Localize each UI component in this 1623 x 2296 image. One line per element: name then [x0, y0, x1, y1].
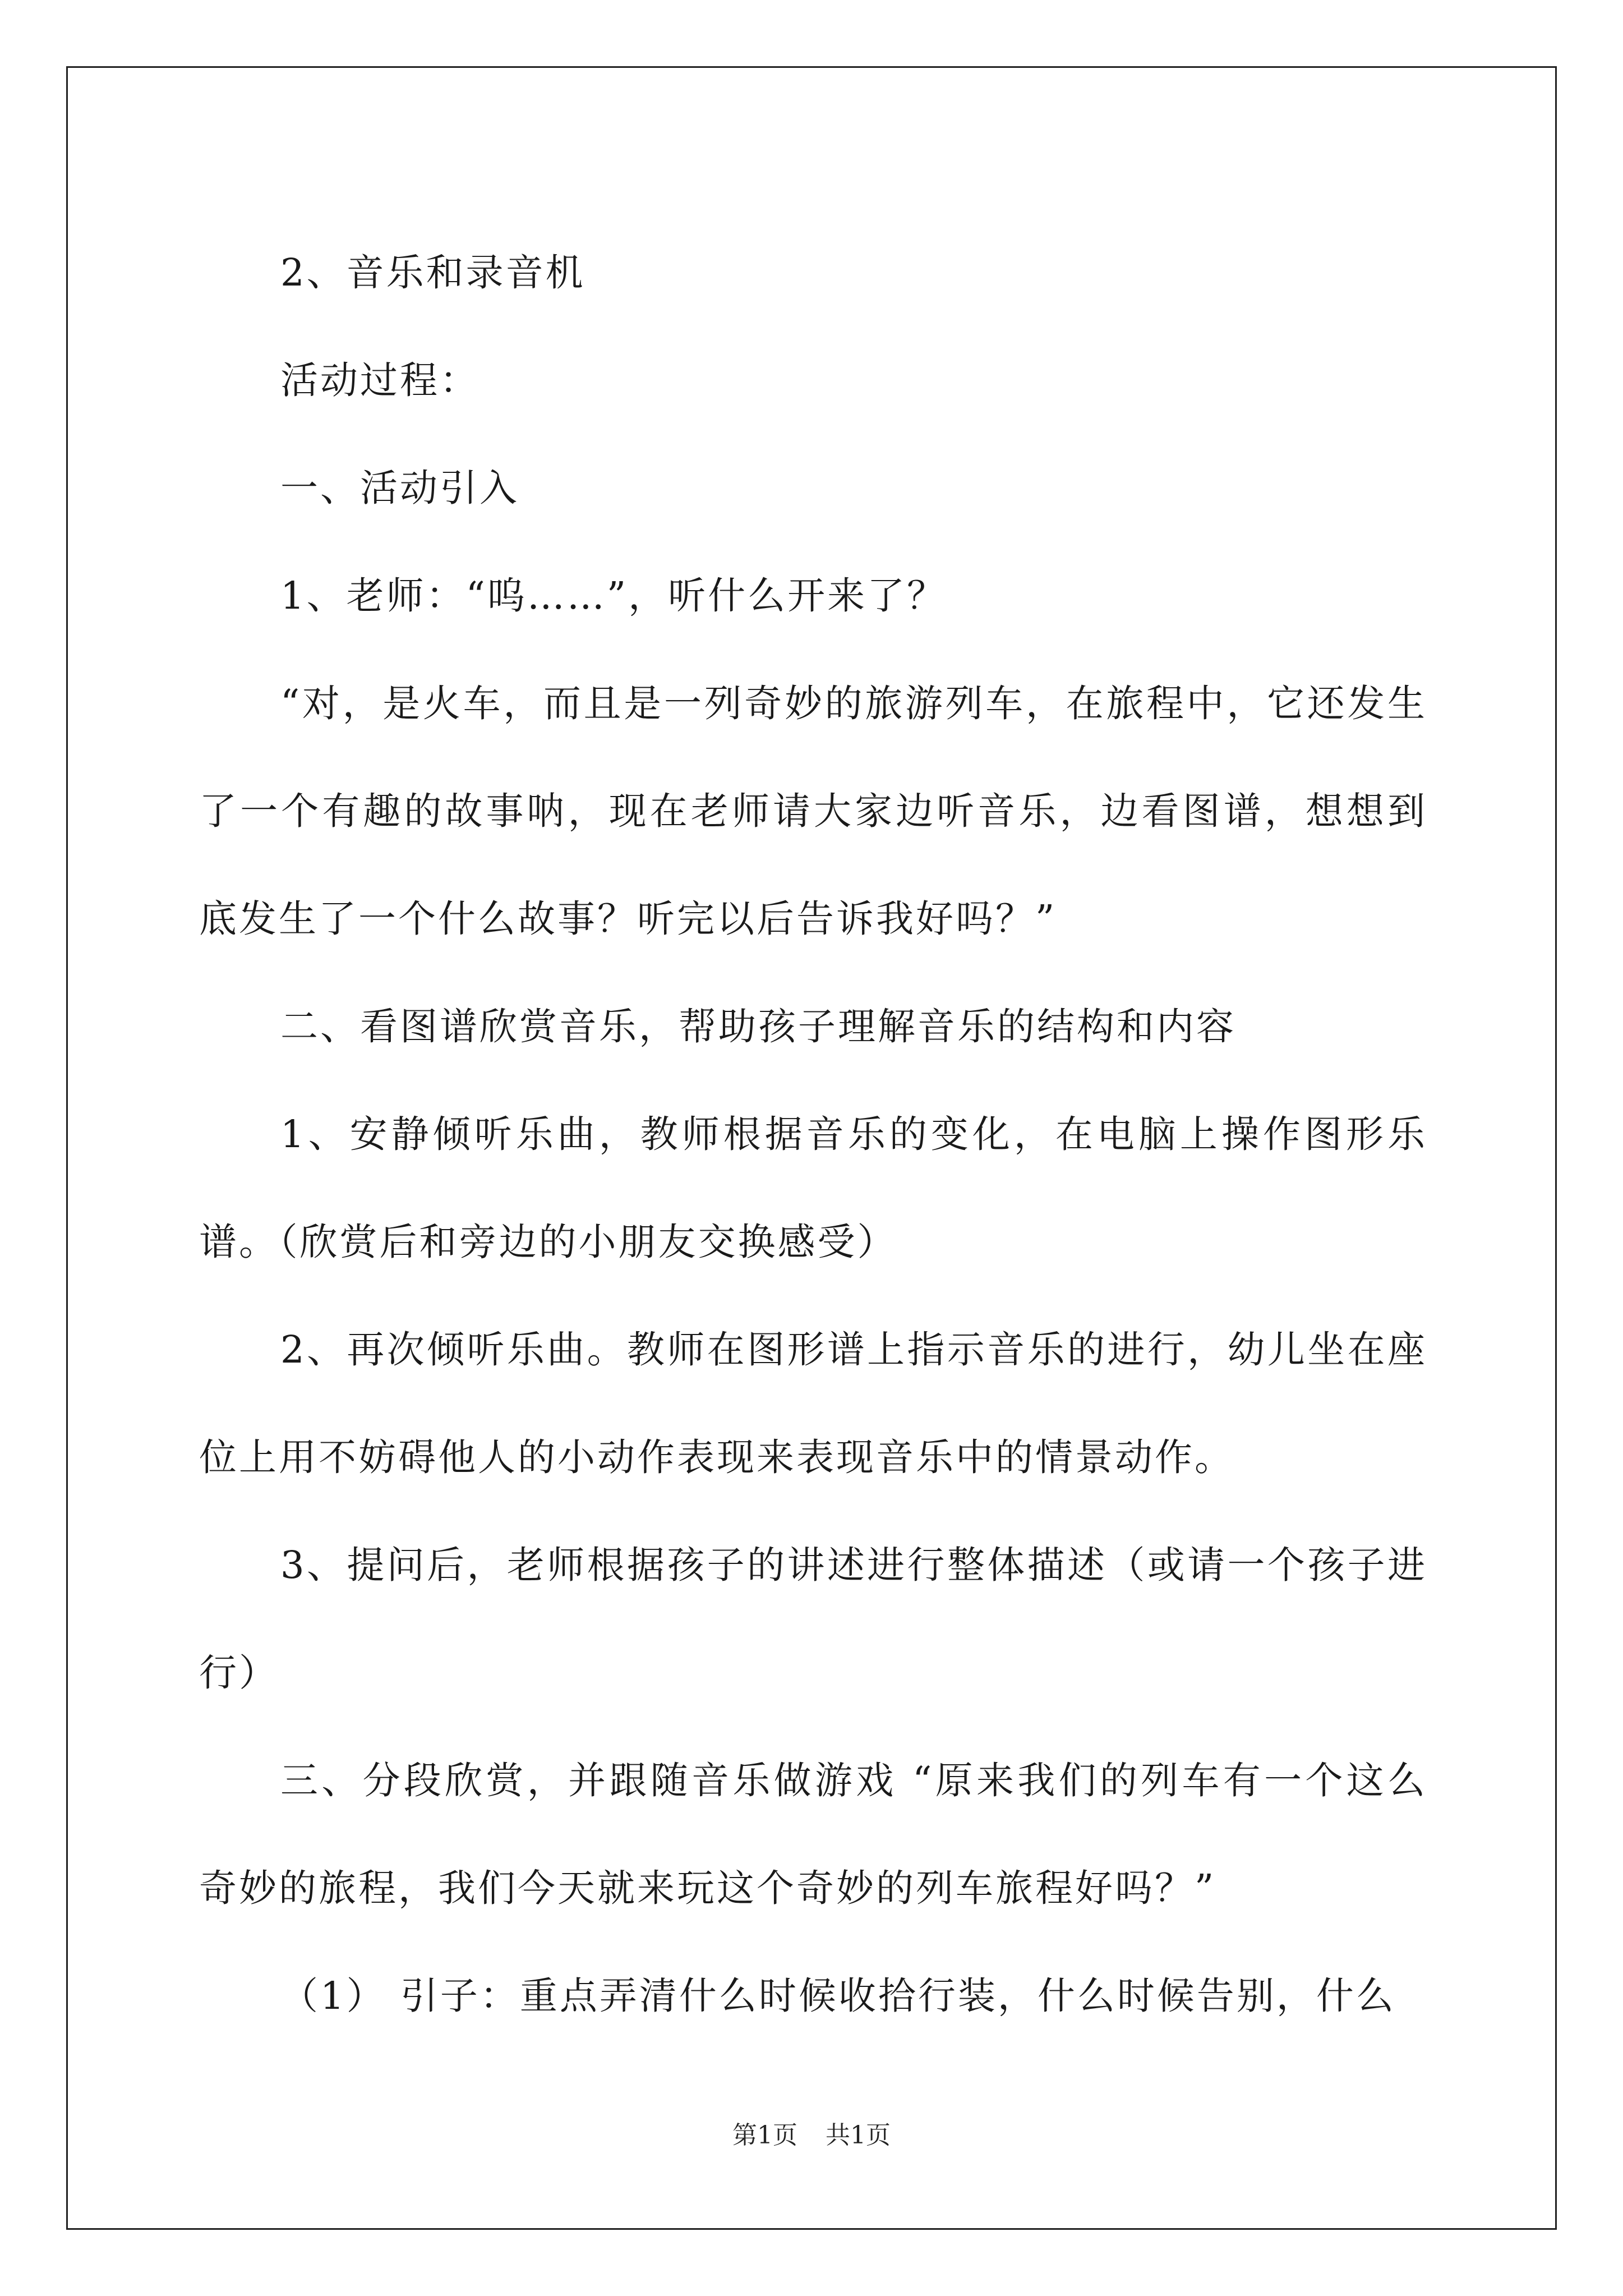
paragraph: “对，是火车，而且是一列奇妙的旅游列车，在旅程中，它还发生了一个有趣的故事呐，现在老师请大家边听音乐，边看图谱，想想到底发生了一个什么故事？听完以后告诉我好吗？”	[199, 682, 1427, 941]
paragraph: 三、分段欣赏，并跟随音乐做游戏 “原来我们的列车有一个这么奇妙的旅程，我们今天就来玩这个奇妙的列车旅程好吗？”	[199, 1759, 1427, 1910]
paragraph: 一、活动引入	[280, 466, 519, 510]
paragraph: （1） 引子：重点弄清什么时候收拾行装，什么时候告别，什么	[280, 1974, 1396, 2018]
paragraph: 二、看图谱欣赏音乐，帮助孩子理解音乐的结构和内容	[280, 1005, 1236, 1048]
paragraph: 2、音乐和录音机	[280, 251, 585, 295]
paragraph: 2、再次倾听乐曲。教师在图形谱上指示音乐的进行，幼儿坐在座位上用不妨碍他人的小动作表现来表现音乐中的情景动作。	[199, 1328, 1427, 1479]
paragraph: 3、提问后，老师根据孩子的讲述进行整体描述（或请一个孩子进行）	[199, 1543, 1427, 1695]
page-total: 共1页	[826, 2121, 891, 2150]
page-number: 第1页	[732, 2121, 797, 2150]
paragraph: 1、老师：“呜……”，听什么开来了？	[280, 574, 947, 618]
paragraph: 活动过程：	[280, 358, 479, 402]
paragraph: 1、安静倾听乐曲，教师根据音乐的变化，在电脑上操作图形乐谱。（欣赏后和旁边的小朋友交换感受）	[199, 1112, 1427, 1264]
document-body	[199, 219, 1427, 2050]
page-footer	[0, 2115, 1623, 2151]
